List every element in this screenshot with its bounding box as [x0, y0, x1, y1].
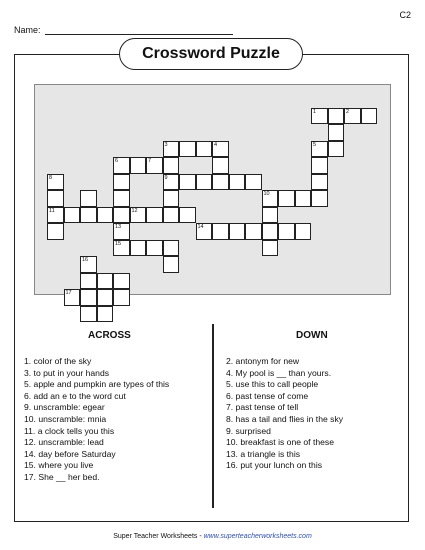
crossword-cell[interactable]	[130, 157, 147, 174]
down-clue: 6. past tense of come	[226, 390, 309, 401]
footer-text: Super Teacher Worksheets -	[113, 533, 204, 540]
down-clue: 7. past tense of tell	[226, 402, 299, 413]
crossword-cell[interactable]	[212, 174, 229, 191]
across-heading: ACROSS	[88, 330, 131, 341]
crossword-cell[interactable]	[146, 240, 163, 257]
across-clue: 12. unscramble: lead	[24, 437, 104, 448]
crossword-cell[interactable]	[245, 223, 262, 240]
crossword-cell[interactable]	[212, 157, 229, 174]
across-clue: 10. unscramble: mnia	[24, 413, 107, 424]
crossword-cell[interactable]	[80, 256, 97, 273]
clue-number: 5	[313, 141, 317, 148]
clue-number: 16	[82, 257, 89, 263]
clue-number: 6	[115, 158, 119, 164]
crossword-cell[interactable]	[179, 207, 196, 224]
crossword-cell[interactable]	[47, 223, 64, 240]
crossword-cell[interactable]	[80, 306, 97, 323]
crossword-cell[interactable]	[113, 289, 130, 306]
down-clue: 9. surprised	[226, 425, 271, 436]
clue-number: 17	[65, 290, 72, 296]
crossword-cell[interactable]	[97, 207, 114, 224]
clue-number: 9	[164, 174, 168, 181]
clue-number: 12	[131, 207, 138, 214]
crossword-cell[interactable]	[80, 190, 97, 207]
crossword-cell[interactable]	[80, 289, 97, 306]
page-title: Crossword Puzzle	[119, 38, 303, 70]
crossword-cell[interactable]	[47, 207, 64, 224]
clue-number: 14	[197, 224, 204, 230]
crossword-cell[interactable]	[196, 141, 213, 158]
crossword-cell[interactable]	[229, 223, 246, 240]
crossword-cell[interactable]	[328, 108, 345, 125]
clue-number: 8	[49, 174, 53, 181]
crossword-cell[interactable]	[262, 223, 279, 240]
crossword-cell[interactable]	[179, 174, 196, 191]
crossword-cell[interactable]	[113, 273, 130, 290]
crossword-cell[interactable]	[163, 256, 180, 273]
crossword-cell[interactable]	[163, 174, 180, 191]
crossword-cell[interactable]	[163, 141, 180, 158]
down-clue: 4. My pool is __ than yours.	[226, 367, 332, 378]
crossword-cell[interactable]	[80, 273, 97, 290]
name-label: Name:	[14, 25, 41, 35]
across-clue: 6. add an e to the word cut	[24, 390, 126, 401]
clue-number: 13	[115, 224, 122, 230]
down-heading: DOWN	[296, 330, 328, 341]
crossword-cell[interactable]	[113, 174, 130, 191]
crossword-cell[interactable]	[344, 108, 361, 125]
footer-link[interactable]: www.superteacherworksheets.com	[203, 533, 312, 540]
worksheet-code: C2	[399, 10, 411, 20]
crossword-cell[interactable]	[64, 289, 81, 306]
crossword-cell[interactable]	[278, 190, 295, 207]
crossword-cell[interactable]	[278, 223, 295, 240]
crossword-grid	[34, 84, 391, 295]
crossword-cell[interactable]	[229, 174, 246, 191]
across-clue: 1. color of the sky	[24, 356, 92, 366]
crossword-cell[interactable]	[311, 174, 328, 191]
clue-number: 10	[263, 191, 270, 197]
crossword-cell[interactable]	[97, 273, 114, 290]
down-clue: 16. put your lunch on this	[226, 460, 323, 471]
down-clue: 8. has a tail and flies in the sky	[226, 413, 344, 424]
clue-number: 4	[214, 141, 218, 148]
down-clue-list	[226, 356, 343, 472]
crossword-cell[interactable]	[163, 207, 180, 224]
across-clue: 5. apple and pumpkin are types of this	[24, 379, 170, 390]
crossword-cell[interactable]	[328, 141, 345, 158]
crossword-cell[interactable]	[113, 157, 130, 174]
crossword-cell[interactable]	[196, 223, 213, 240]
across-clue-list	[24, 356, 169, 484]
crossword-cell[interactable]	[311, 141, 328, 158]
crossword-cell[interactable]	[113, 223, 130, 240]
across-clue: 11. a clock tells you this	[24, 425, 115, 436]
across-clue: 3. to put in your hands	[24, 367, 110, 378]
down-clue: 13. a triangle is this	[226, 448, 301, 459]
crossword-cell[interactable]	[47, 174, 64, 191]
crossword-cell[interactable]	[146, 207, 163, 224]
crossword-cell[interactable]	[179, 141, 196, 158]
crossword-cell[interactable]	[212, 223, 229, 240]
down-clue: 2. antonym for new	[226, 356, 300, 366]
crossword-cell[interactable]	[47, 190, 64, 207]
name-line[interactable]	[45, 24, 233, 35]
crossword-cell[interactable]	[163, 190, 180, 207]
across-clue: 17. She __ her bed.	[24, 471, 100, 482]
crossword-cell[interactable]	[130, 207, 147, 224]
clue-number: 15	[115, 240, 122, 247]
across-clue: 14. day before Saturday	[24, 448, 116, 459]
crossword-cell[interactable]	[295, 190, 312, 207]
crossword-cell[interactable]	[311, 157, 328, 174]
across-clue: 15. where you live	[24, 460, 94, 471]
crossword-cell[interactable]	[311, 108, 328, 125]
clue-number: 11	[49, 207, 55, 214]
crossword-cell[interactable]	[163, 240, 180, 257]
crossword-cell[interactable]	[130, 240, 147, 257]
crossword-cell[interactable]	[97, 289, 114, 306]
crossword-cell[interactable]	[212, 141, 229, 158]
crossword-cell[interactable]	[113, 207, 130, 224]
column-divider	[212, 324, 214, 508]
across-clue: 9. unscramble: egear	[24, 402, 105, 413]
crossword-cell[interactable]	[113, 240, 130, 257]
crossword-cell[interactable]	[64, 207, 81, 224]
down-clue: 5. use this to call people	[226, 379, 319, 390]
crossword-cell[interactable]	[196, 174, 213, 191]
crossword-cell[interactable]	[295, 223, 312, 240]
clue-number: 3	[164, 141, 168, 148]
crossword-cell[interactable]	[328, 124, 345, 141]
footer	[0, 533, 425, 540]
crossword-cell[interactable]	[113, 190, 130, 207]
crossword-cell[interactable]	[245, 174, 262, 191]
crossword-cell[interactable]	[262, 240, 279, 257]
crossword-cell[interactable]	[262, 190, 279, 207]
clue-number: 2	[346, 108, 350, 115]
clue-number: 1	[313, 108, 317, 115]
down-clue: 10. breakfast is one of these	[226, 437, 334, 448]
crossword-cell[interactable]	[80, 207, 97, 224]
crossword-cell[interactable]	[146, 157, 163, 174]
crossword-cell[interactable]	[262, 207, 279, 224]
crossword-cell[interactable]	[311, 190, 328, 207]
crossword-cell[interactable]	[97, 306, 114, 323]
crossword-cell[interactable]	[163, 157, 180, 174]
name-field[interactable]	[14, 24, 233, 35]
crossword-cell[interactable]	[361, 108, 378, 125]
clue-number: 7	[148, 158, 152, 164]
